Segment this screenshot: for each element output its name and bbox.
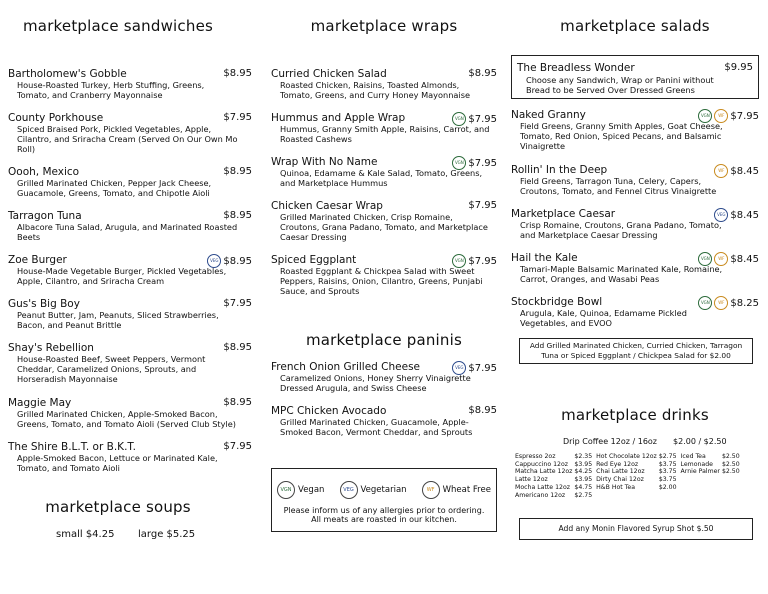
item-price [223, 397, 252, 408]
item-price [714, 208, 759, 222]
item-description: Hummus, Granny Smith Apple, Raisins, Carrot, and Roasted Cashews [280, 124, 490, 144]
item-price-value: $8.95 [223, 166, 252, 177]
breadless-wonder-name: The Breadless Wonder [517, 62, 635, 74]
vegan-icon: VGN [277, 481, 295, 499]
vegetarian-icon: VEG [452, 361, 466, 375]
legend-wheat-free [422, 481, 491, 499]
item-description: Grilled Marinated Chicken, Pepper Jack Cheese, Guacamole, Greens, Tomato, and Chipotle Aioli [17, 178, 212, 198]
drink-name: Iced Tea [680, 453, 706, 460]
sandwiches-column [8, 0, 252, 594]
drink-price: $3.95 [574, 476, 593, 484]
drink-name [679, 476, 722, 484]
item-price-value: $8.95 [223, 397, 252, 408]
item-description: Crisp Romaine, Croutons, Grana Padano, Tomato, and Marketplace Caesar Dressing [520, 220, 722, 240]
item-price-value: $8.95 [468, 405, 497, 416]
menu-item [8, 298, 252, 330]
item-description: Albacore Tuna Salad, Arugula, and Marinated Roasted Beets [17, 222, 238, 242]
drinks-row [515, 453, 742, 461]
item-description: Grilled Marinated Chicken, Guacamole, Apple-Smoked Bacon, Vermont Cheddar, and Sprouts [280, 417, 473, 437]
wraps-column [271, 0, 497, 594]
item-price [223, 342, 252, 353]
item-name: French Onion Grilled Cheese [271, 361, 420, 373]
item-name: Maggie May [8, 397, 72, 409]
item-price [223, 210, 252, 221]
item-description: Field Greens, Granny Smith Apples, Goat Cheese, Tomato, Red Onion, Spiced Pecans, and Balsamic Vinaigrette [520, 121, 723, 151]
wheat-free-icon: WF [714, 109, 728, 123]
menu-item [271, 405, 497, 437]
item-price [698, 252, 759, 266]
legend-vegetarian [340, 481, 407, 499]
item-description: House-Made Vegetable Burger, Pickled Vegetables, Apple, Cilantro, and Sriracha Cream [17, 266, 227, 286]
soup-small: small $4.25 [56, 529, 115, 540]
item-price-value: $7.95 [468, 114, 497, 125]
item-price [468, 200, 497, 211]
item-price [207, 254, 252, 268]
legend-wheat-free-label: Wheat Free [442, 485, 491, 495]
drink-name: Arnie Palmer [680, 468, 720, 476]
drip-coffee-label: Drip Coffee 12oz / 16oz [563, 437, 657, 446]
drink-name [679, 484, 722, 492]
vegetarian-icon: VEG [714, 208, 728, 222]
wheat-free-icon: WF [714, 296, 728, 310]
item-price-value: $8.45 [730, 210, 759, 221]
item-price [452, 361, 497, 375]
item-name: Marketplace Caesar [511, 208, 616, 220]
wheat-free-icon: WF [714, 164, 728, 178]
item-description: Roasted Eggplant & Chickpea Salad with Sweet Peppers, Raisins, Onion, Cilantro, Greens, Punjabi Sauce, and Sprouts [280, 266, 483, 296]
legend-icons [272, 476, 496, 499]
drink-price: $2.75 [574, 491, 593, 499]
drink-name: Mocha Latte 12oz [515, 483, 570, 491]
item-name: Oooh, Mexico [8, 166, 80, 178]
item-name: Curried Chicken Salad [271, 68, 387, 80]
drink-price [659, 492, 679, 500]
drink-price: $2.50 [721, 468, 740, 476]
drink-name: Americano 12oz [515, 491, 566, 499]
item-name: Spiced Eggplant [271, 254, 357, 266]
breadless-wonder-box [511, 55, 759, 99]
item-description: Grilled Marinated Chicken, Crisp Romaine, Croutons, Grana Padano, Tomato, and Marketplace Caesar Dressing [280, 212, 488, 242]
item-price [223, 166, 252, 177]
item-description: Apple-Smoked Bacon, Lettuce or Marinated Kale, Tomato, and Tomato Aioli [17, 453, 218, 473]
drinks-row [515, 484, 742, 492]
menu-item [8, 166, 252, 198]
drink-name [594, 492, 659, 500]
item-description: House-Roasted Beef, Sweet Peppers, Vermont Cheddar, Caramelized Onions, Sprouts, and Horseradish Mayonnaise [17, 354, 206, 384]
item-name: Hummus and Apple Wrap [271, 112, 406, 124]
drink-name: Lemonade [680, 460, 713, 468]
breadless-wonder-price: $9.95 [724, 62, 753, 73]
item-description: Roasted Chicken, Raisins, Toasted Almonds, Tomato, Greens, and Curry Honey Mayonnaise [280, 80, 470, 100]
item-price-value: $8.95 [223, 342, 252, 353]
drink-price: $3.75 [658, 460, 677, 468]
drink-price [722, 492, 742, 500]
drink-price: $3.75 [658, 476, 677, 484]
menu-item [271, 156, 497, 188]
drinks-row [515, 492, 742, 500]
item-description: House-Roasted Turkey, Herb Stuffing, Greens, Tomato, and Cranberry Mayonnaise [17, 80, 205, 100]
salad-addon-box [519, 338, 753, 364]
drink-name: Red Eye 12oz [596, 460, 639, 468]
drink-price: $3.75 [658, 468, 677, 476]
legend-vegetarian-label: Vegetarian [360, 485, 407, 495]
sandwiches-title: marketplace sandwiches [22, 17, 214, 35]
item-description: Quinoa, Edamame & Kale Salad, Tomato, Greens, and Marketplace Hummus [280, 168, 483, 188]
drink-name: H&B Hot Tea [596, 483, 635, 491]
vegan-icon: VGN [698, 252, 712, 266]
drink-name: Matcha Latte 12oz [515, 468, 573, 476]
drinks-row [515, 468, 742, 476]
drinks-table [515, 453, 742, 499]
menu-item [511, 296, 759, 328]
item-price-value: $7.95 [468, 256, 497, 267]
menu-item [511, 208, 759, 240]
drink-price: $4.25 [574, 468, 593, 476]
item-description: Grilled Marinated Chicken, Apple-Smoked Bacon, Greens, Tomato, and Tomato Aioli (Served Club Style) [17, 409, 236, 429]
menu-item [8, 342, 252, 384]
drink-price: $2.00 [658, 483, 677, 491]
item-price-value: $7.95 [223, 112, 252, 123]
item-name: Hail the Kale [511, 252, 578, 264]
meats-note: All meats are roasted in our kitchen. [311, 515, 457, 524]
drink-price: $2.35 [574, 453, 593, 460]
item-name: Gus's Big Boy [8, 298, 80, 310]
item-price [698, 296, 759, 310]
item-price-value: $8.95 [223, 256, 252, 267]
salad-addon-text: Add Grilled Marinated Chicken, Curried Chicken, Tarragon Tuna or Spiced Eggplant / Chickpea Salad for $2.00 [529, 341, 743, 360]
item-price-value: $7.95 [468, 363, 497, 374]
legend-vegan-label: Vegan [298, 485, 325, 495]
item-description: Spiced Braised Pork, Pickled Vegetables, Apple, Cilantro, and Sriracha Cream (Served On Our Own Mo Roll) [17, 124, 238, 154]
drink-price: $2.50 [721, 460, 740, 468]
item-price [452, 112, 497, 126]
item-price-value: $7.95 [730, 111, 759, 122]
item-price-value: $8.25 [730, 298, 759, 309]
item-price-value: $8.95 [223, 68, 252, 79]
drink-price: $2.75 [658, 453, 677, 460]
item-name: Shay's Rebellion [8, 342, 94, 354]
drinks-row [515, 476, 742, 484]
menu-item [271, 361, 497, 393]
drink-price: $3.95 [574, 460, 593, 468]
item-name: Stockbridge Bowl [511, 296, 603, 308]
item-price-value: $7.95 [223, 441, 252, 452]
menu-item [8, 68, 252, 100]
item-price-value: $7.95 [468, 200, 497, 211]
drink-name: Dirty Chai 12oz [596, 476, 644, 484]
menu-item [8, 254, 252, 286]
allergy-note: Please inform us of any allergies prior to ordering. [283, 506, 485, 515]
drinks-title: marketplace drinks [561, 406, 709, 424]
wheat-free-icon: WF [422, 481, 440, 499]
item-price [223, 68, 252, 79]
item-name: Tarragon Tuna [8, 210, 82, 222]
item-name: Chicken Caesar Wrap [271, 200, 383, 212]
syrup-text: Add any Monin Flavored Syrup Shot $.50 [558, 524, 714, 533]
drink-name: Hot Chocolate 12oz [596, 453, 657, 460]
menu-item [8, 112, 252, 154]
item-description: Arugula, Kale, Quinoa, Edamame Pickled Vegetables, and EVOO [520, 308, 687, 328]
soup-large: large $5.25 [138, 529, 196, 540]
menu-item [8, 210, 252, 242]
vegan-icon: VGN [452, 254, 466, 268]
menu-item [8, 441, 252, 473]
vegan-icon: VGN [452, 112, 466, 126]
vegetarian-icon: VEG [207, 254, 221, 268]
item-price-value: $7.95 [223, 298, 252, 309]
drink-price [722, 484, 742, 492]
item-name: MPC Chicken Avocado [271, 405, 387, 417]
vegetarian-icon: VEG [340, 481, 358, 499]
breadless-wonder-desc: Choose any Sandwich, Wrap or Panini without Bread to be Served Over Dressed Greens [526, 75, 714, 95]
drip-coffee-price: $2.00 / $2.50 [673, 437, 727, 446]
wheat-free-icon: WF [714, 252, 728, 266]
item-price-value: $8.95 [468, 68, 497, 79]
item-name: Bartholomew's Gobble [8, 68, 127, 80]
drinks-row [515, 461, 742, 469]
menu-item [271, 68, 497, 100]
vegan-icon: VGN [698, 109, 712, 123]
syrup-box [519, 518, 753, 540]
salads-title: marketplace salads [560, 17, 710, 35]
wraps-title: marketplace wraps [310, 17, 458, 35]
item-name: County Porkhouse [8, 112, 104, 124]
salads-column [511, 0, 759, 594]
item-price [468, 405, 497, 416]
item-price [223, 112, 252, 123]
menu-item [511, 109, 759, 151]
vegan-icon: VGN [452, 156, 466, 170]
drink-price: $4.75 [574, 483, 593, 491]
menu-item [271, 112, 497, 144]
item-description: Tamari-Maple Balsamic Marinated Kale, Romaine, Carrot, Oranges, and Wasabi Peas [520, 264, 723, 284]
item-price-value: $8.45 [730, 166, 759, 177]
menu-item [511, 252, 759, 284]
drink-name: Cappuccino 12oz [515, 460, 568, 468]
item-name: Wrap With No Name [271, 156, 378, 168]
drink-name: Espresso 2oz [515, 453, 556, 460]
drink-name [679, 492, 722, 500]
item-description: Field Greens, Tarragon Tuna, Celery, Capers, Croutons, Tomato, and Fennel Citrus Vinaigrette [520, 176, 717, 196]
item-price-value: $8.95 [223, 210, 252, 221]
item-price [452, 254, 497, 268]
menu-item [271, 254, 497, 296]
item-name: Zoe Burger [8, 254, 67, 266]
menu-item [271, 200, 497, 242]
item-description: Peanut Butter, Jam, Peanuts, Sliced Strawberries, Bacon, and Peanut Brittle [17, 310, 219, 330]
item-price [223, 298, 252, 309]
legend-box [271, 468, 497, 532]
item-price [698, 109, 759, 123]
item-name: Rollin' In the Deep [511, 164, 608, 176]
item-price [714, 164, 759, 178]
legend-vegan [277, 481, 324, 499]
drink-name: Latte 12oz [515, 476, 548, 484]
vegan-icon: VGN [698, 296, 712, 310]
drink-name: Chai Latte 12oz [596, 468, 645, 476]
item-name: Naked Granny [511, 109, 586, 121]
item-price-value: $8.45 [730, 254, 759, 265]
paninis-title: marketplace paninis [305, 331, 463, 349]
item-price-value: $7.95 [468, 158, 497, 169]
drink-price [722, 476, 742, 484]
drink-price: $2.50 [721, 453, 740, 460]
item-price [223, 441, 252, 452]
item-price [468, 68, 497, 79]
item-price [452, 156, 497, 170]
menu-item [8, 397, 252, 429]
soups-title: marketplace soups [45, 498, 191, 516]
item-description: Caramelized Onions, Honey Sherry Vinaigrette Dressed Arugula, and Swiss Cheese [280, 373, 471, 393]
item-name: The Shire B.L.T. or B.K.T. [8, 441, 136, 453]
menu-item [511, 164, 759, 196]
